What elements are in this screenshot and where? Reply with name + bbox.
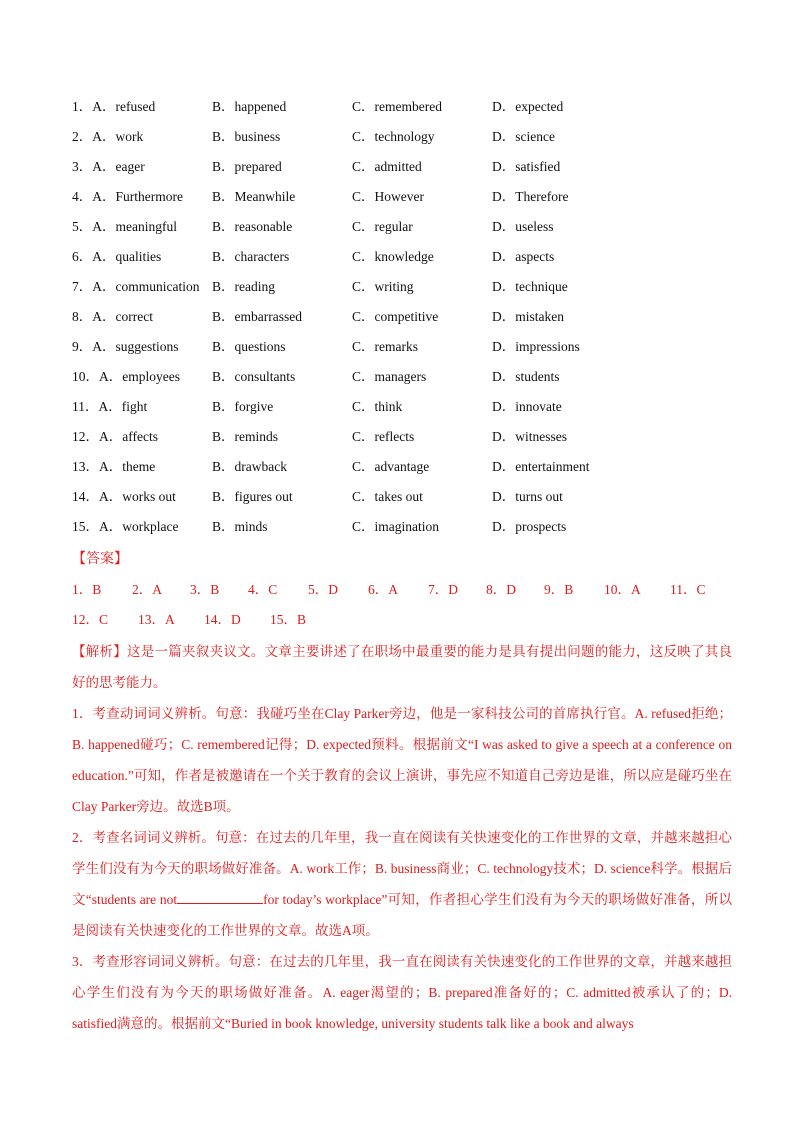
blank-line [177, 891, 263, 904]
answer-item: 10．A [604, 582, 641, 597]
answers-row-1 [72, 578, 732, 598]
option-d: D．satisfied [492, 159, 561, 174]
option-b: B．reading [212, 279, 275, 294]
option-d: D．science [492, 129, 555, 144]
answer-item: 15．B [270, 612, 307, 627]
answer-item: 11．C [670, 582, 706, 597]
option-a: 3．A．eager [72, 159, 145, 174]
option-d: D．mistaken [492, 309, 564, 324]
option-a: 8．A．correct [72, 309, 153, 324]
analysis-intro [72, 636, 732, 698]
answers-row-2 [72, 608, 732, 628]
option-c: C．managers [352, 369, 427, 384]
answer-label: 【答案】 [72, 552, 128, 567]
option-d: D．witnesses [492, 429, 567, 444]
option-d: D．technique [492, 279, 568, 294]
option-d: D．prospects [492, 519, 567, 534]
option-c: C．advantage [352, 459, 430, 474]
answer-item: 1．B [72, 582, 102, 597]
option-a: 5．A．meaningful [72, 219, 177, 234]
option-b: B．Meanwhile [212, 189, 296, 204]
option-c: C．knowledge [352, 249, 434, 264]
option-b: B．business [212, 129, 281, 144]
option-a: 1．A．refused [72, 99, 156, 114]
option-b: B．embarrassed [212, 309, 302, 324]
option-d: D．turns out [492, 489, 563, 504]
option-b: B．figures out [212, 489, 293, 504]
answer-item: 3．B [190, 582, 220, 597]
answer-item: 13．A [138, 612, 175, 627]
answer-item: 8．D [486, 582, 516, 597]
option-c: C．regular [352, 219, 413, 234]
option-b: B．happened [212, 99, 287, 114]
analysis-label: 【解析】 [72, 644, 128, 659]
option-a: 9．A．suggestions [72, 339, 179, 354]
option-b: B．drawback [212, 459, 287, 474]
option-a: 6．A．qualities [72, 249, 162, 264]
option-b: B．minds [212, 519, 268, 534]
option-d: D．useless [492, 219, 554, 234]
option-a: 15．A．workplace [72, 519, 179, 534]
option-a: 14．A．works out [72, 489, 176, 504]
option-c: C．remarks [352, 339, 418, 354]
option-a: 4．A．Furthermore [72, 189, 183, 204]
option-b: B．reasonable [212, 219, 293, 234]
option-c: C．remembered [352, 99, 442, 114]
answer-item: 4．C [248, 582, 278, 597]
option-a: 13．A．theme [72, 459, 156, 474]
analysis-item-2 [72, 822, 732, 946]
option-c: C．imagination [352, 519, 439, 534]
option-c: C．technology [352, 129, 435, 144]
option-c: C．writing [352, 279, 414, 294]
answer-item: 6．A [368, 582, 398, 597]
option-c: C．think [352, 399, 403, 414]
option-d: D．students [492, 369, 560, 384]
option-d: D．innovate [492, 399, 562, 414]
option-b: B．questions [212, 339, 286, 354]
option-b: B．prepared [212, 159, 282, 174]
option-c: C．However [352, 189, 424, 204]
analysis-intro-text: 这是一篇夹叙夹议文。文章主要讲述了在职场中最重要的能力是具有提出问题的能力，这反映了其良好的思考能力。 [72, 644, 733, 690]
option-a: 12．A．affects [72, 429, 158, 444]
answer-item: 9．B [544, 582, 574, 597]
answer-item: 7．D [428, 582, 458, 597]
option-b: B．consultants [212, 369, 296, 384]
option-d: D．entertainment [492, 459, 590, 474]
option-c: C．takes out [352, 489, 423, 504]
analysis-item-2-after: for today’s workplace”可知，作者担心学生们没有为今天的职场做好准备，所以是阅读有关快速变化的工作世界的文章。故选A项。 [72, 892, 733, 938]
option-b: B．forgive [212, 399, 274, 414]
option-b: B．characters [212, 249, 290, 264]
option-a: 11．A．fight [72, 399, 148, 414]
answer-item: 5．D [308, 582, 338, 597]
option-b: B．reminds [212, 429, 278, 444]
option-a: 2．A．work [72, 129, 144, 144]
option-a: 10．A．employees [72, 369, 180, 384]
analysis-item-2-before: 2．考查名词词义辨析。句意：在过去的几年里，我一直在阅读有关快速变化的工作世界的文章，并越来越担心学生们没有为今天的职场做好准备。A. work工作；B. business商业；C. technology技术；D. science科学。根据后文“students are not [72, 830, 732, 907]
option-a: 7．A．communication [72, 279, 200, 294]
option-c: C．reflects [352, 429, 415, 444]
analysis-item-1: 1．考查动词词义辨析。句意：我碰巧坐在Clay Parker旁边，他是一家科技公司的首席执行官。A. refused拒绝；B. happened碰巧；C. remembered记得；D. expected预料。根据前文“I was asked to give a speech at a conference on education.”可知，作者是被邀请在一个关于教育的会议上演讲，事先应不知道自己旁边是谁，所以应是碰巧坐在Clay Parker旁边。故选B项。 [72, 706, 732, 814]
answer-item: 14．D [204, 612, 241, 627]
option-d: D．aspects [492, 249, 555, 264]
option-c: C．admitted [352, 159, 422, 174]
answer-item: 12．C [72, 612, 109, 627]
option-d: D．impressions [492, 339, 580, 354]
option-d: D．expected [492, 99, 564, 114]
option-d: D．Therefore [492, 189, 569, 204]
analysis-item-3: 3．考查形容词词义辨析。句意：在过去的几年里，我一直在阅读有关快速变化的工作世界的文章，并越来越担心学生们没有为今天的职场做好准备。A. eager渴望的；B. prepared准备好的；C. admitted被承认了的；D. satisfied满意的。根据前文“Buried in book knowledge, university students talk like a book and always [72, 954, 732, 1031]
option-c: C．competitive [352, 309, 439, 324]
answer-item: 2．A [132, 582, 162, 597]
